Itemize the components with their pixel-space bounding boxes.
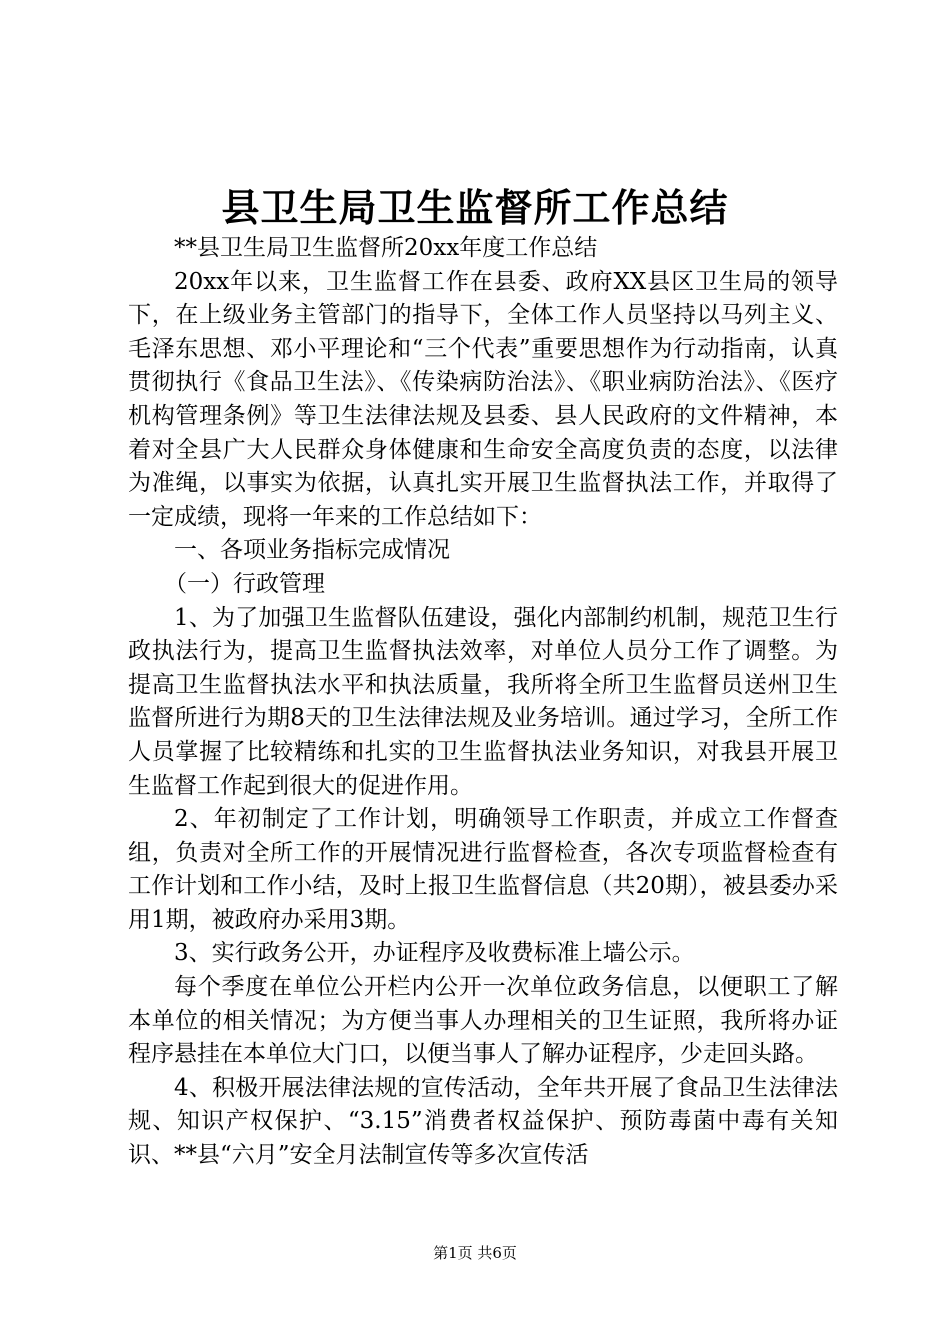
paragraph-item-3: 3、实行政务公开，办证程序及收费标准上墙公示。 — [174, 940, 695, 967]
paragraph-item-2: 2、年初制定了工作计划，明确领导工作职责，并成立工作督查组，负责对全所工作的开展情况进行监督检查，各次专项监督检查有工作计划和工作小结，及时上报卫生监督信息（共20期），被县委办采用1期，被政府办采用3期。 — [128, 806, 838, 933]
document-body — [128, 232, 838, 1173]
document-title: 县卫生局卫生监督所工作总结 — [221, 185, 729, 230]
paragraph-item-1: 1、为了加强卫生监督队伍建设，强化内部制约机制，规范卫生行政执法行为，提高卫生监督执法效率，对单位人员分工作了调整。为提高卫生监督执法水平和执法质量，我所将全所卫生监督员送州卫生监督所进行为期8天的卫生法律法规及业务培训。通过学习，全所工作人员掌握了比较精练和扎实的卫生监督执法业务知识，对我县开展卫生监督工作起到很大的促进作用。 — [128, 604, 838, 799]
page-number: 第1页 共6页 — [433, 1244, 517, 1262]
subsection-heading: （一）行政管理 — [164, 570, 325, 597]
section-heading: 一、各项业务指标完成情况 — [174, 537, 450, 564]
paragraph-item-3-detail: 每个季度在单位公开栏内公开一次单位政务信息，以便职工了解本单位的相关情况；为方便当事人办理相关的卫生证照，我所将办证程序悬挂在本单位大门口，以便当事人了解办证程序，少走回头路。 — [128, 974, 838, 1068]
paragraph-intro: 20xx年以来，卫生监督工作在县委、政府XX县区卫生局的领导下，在上级业务主管部门的指导下，全体工作人员坚持以马列主义、毛泽东思想、邓小平理论和“三个代表”重要思想作为行动指南，认真贯彻执行《食品卫生法》、《传染病防治法》、《职业病防治法》、《医疗机构管理条例》等卫生法律法规及县委、县人民政府的文件精神，本着对全县广大人民群众身体健康和生命安全高度负责的态度，以法律为准绳，以事实为依据，认真扎实开展卫生监督执法工作，并取得了一定成绩，现将一年来的工作总结如下： — [128, 268, 838, 530]
paragraph-subtitle: **县卫生局卫生监督所20xx年度工作总结 — [174, 235, 598, 261]
paragraph-item-4: 4、积极开展法律法规的宣传活动，全年共开展了食品卫生法律法规、知识产权保护、“3.15”消费者权益保护、预防毒菌中毒有关知识、**县“六月”安全月法制宣传等多次宣传活 — [128, 1074, 838, 1169]
